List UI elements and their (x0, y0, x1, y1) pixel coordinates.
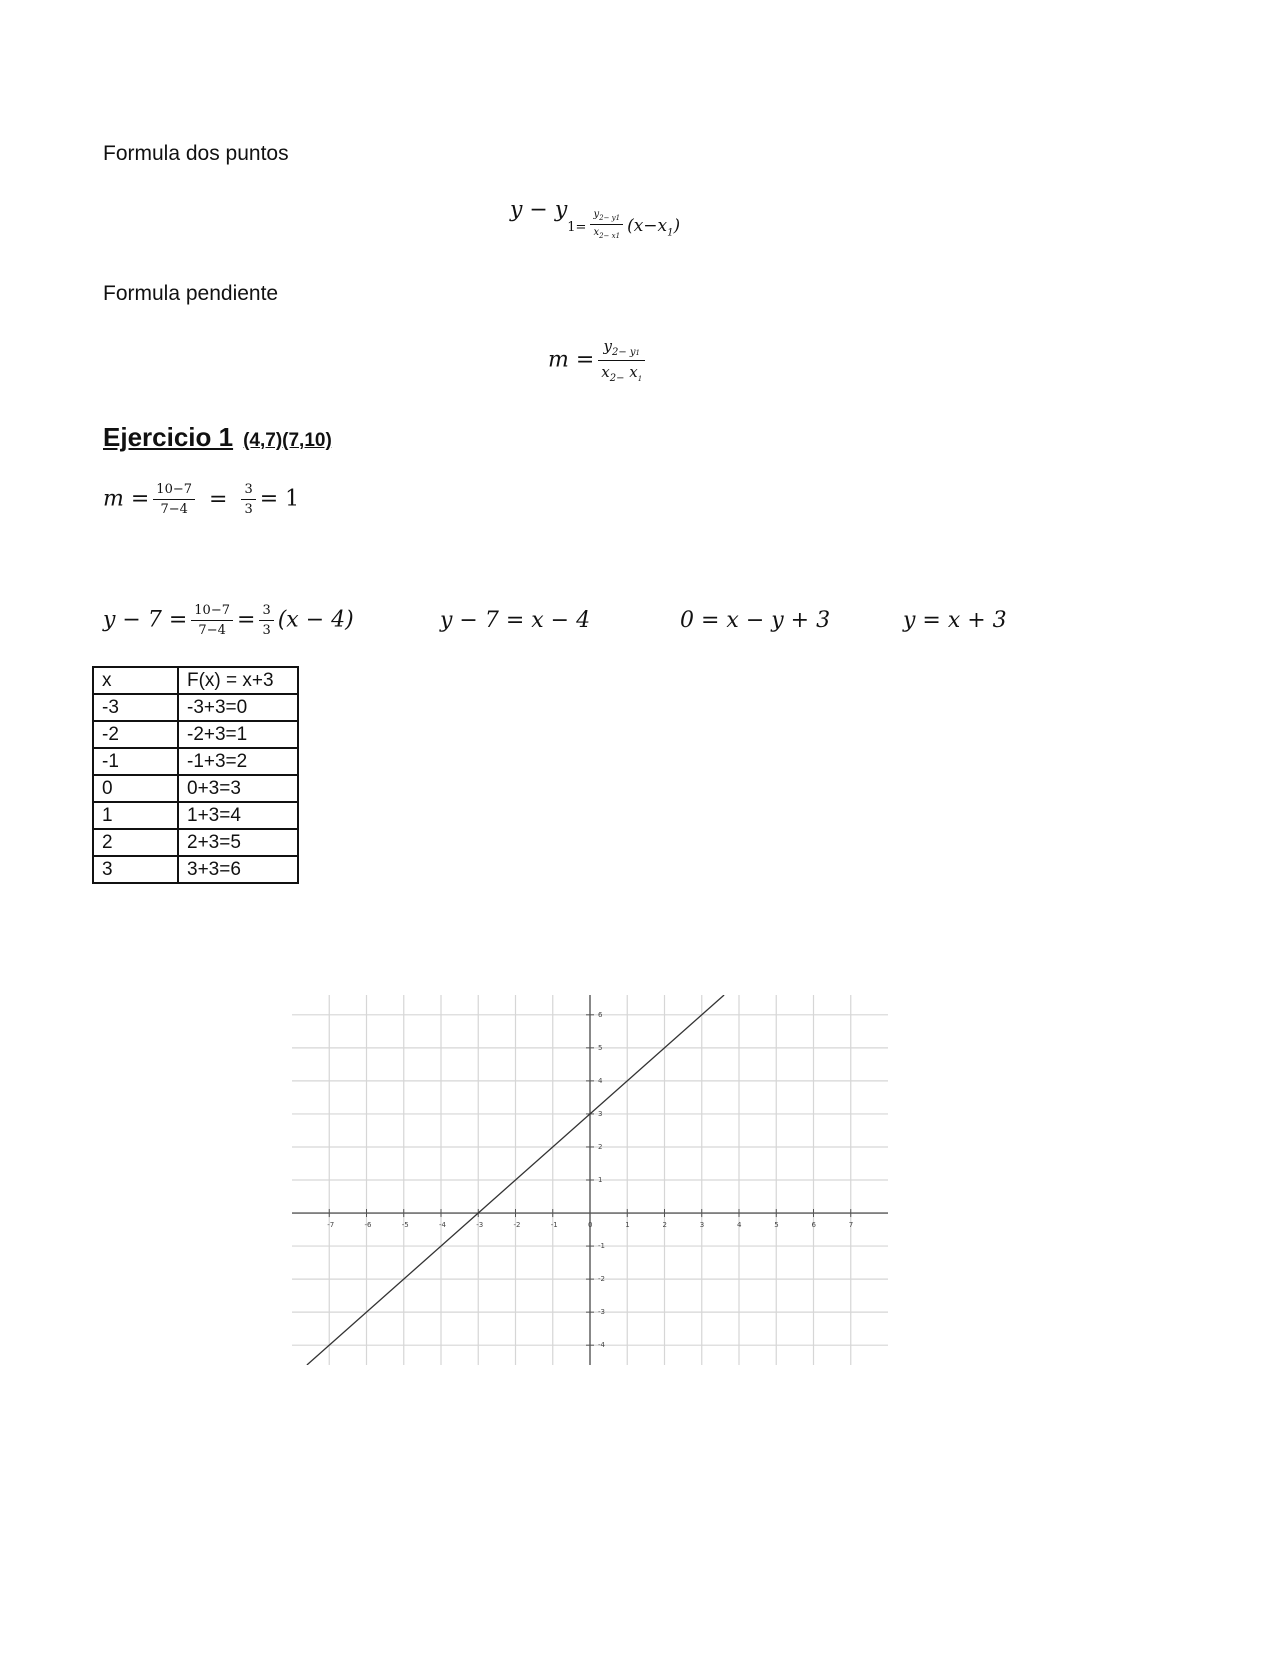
y-tick-label: 6 (598, 1010, 603, 1019)
exercise-heading (103, 422, 332, 453)
slope-den-sub2: 1 (637, 375, 643, 383)
table-cell-x: -1 (93, 748, 178, 775)
slope-calc-eq: = (209, 486, 228, 512)
table-row (93, 829, 298, 856)
frac-num-sub: 2− y (599, 214, 616, 222)
frac-num: y (593, 209, 600, 220)
table-cell-x: 3 (93, 856, 178, 883)
section-title-slope: Formula pendiente (103, 282, 279, 305)
values-table (92, 666, 299, 884)
exercise-title: Ejercicio 1 (103, 422, 234, 452)
x-tick-label: -3 (476, 1221, 484, 1230)
frac-den-sub: 2− x (599, 232, 616, 240)
slope-calc-frac1-num: 10−7 (153, 482, 195, 500)
slope-num: y (603, 337, 612, 355)
x-tick-label: 3 (699, 1221, 705, 1230)
formula-two-points (510, 195, 681, 240)
table-cell-x: 1 (93, 802, 178, 829)
x-tick-label: -4 (439, 1221, 446, 1230)
eq1-frac1-den: 7−4 (198, 623, 226, 638)
y-tick-label: 1 (598, 1176, 603, 1184)
table-cell-x: -2 (93, 721, 178, 748)
formula-two-points-fraction (590, 209, 623, 240)
slope-num-sub: 2− y (611, 347, 636, 358)
formula-slope-lhs: m = (548, 347, 595, 373)
y-tick-label: 3 (598, 1109, 603, 1118)
table-cell-fx: 3+3=6 (178, 856, 298, 883)
x-tick-label: -5 (401, 1221, 409, 1230)
eq1-frac1 (191, 603, 233, 638)
slope-calc-frac2-num: 3 (241, 482, 255, 500)
table-cell-fx: -2+3=1 (178, 721, 298, 748)
eq1-frac2-den: 3 (262, 623, 271, 638)
table-row (93, 748, 298, 775)
table-row (93, 856, 298, 883)
y-tick-label: -2 (598, 1275, 605, 1284)
equation-slope-intercept: y = x + 3 (903, 608, 1007, 633)
frac-num-sub2: 1 (615, 214, 621, 222)
x-tick-label: 0 (588, 1221, 593, 1230)
y-tick-label: -3 (598, 1308, 605, 1317)
x-tick-label: 4 (737, 1221, 742, 1230)
formula-two-points-lhs: y − y (510, 197, 568, 223)
frac-den-sub2: 1 (615, 232, 621, 240)
slope-den-mid: x (624, 363, 638, 381)
x-tick-label: -6 (364, 1221, 372, 1230)
eq1-frac2 (259, 603, 273, 638)
table-cell-fx: 0+3=3 (178, 775, 298, 802)
slope-calc-frac2 (241, 482, 255, 517)
formula-two-points-rhs: (x−x (627, 215, 668, 236)
formula-two-points-rhs-sub: 1 (667, 226, 674, 238)
exercise-points: (4,7)(7,10) (243, 430, 332, 451)
x-tick-label: 5 (774, 1221, 779, 1230)
x-tick-label: 1 (625, 1221, 630, 1230)
slope-num-sub2: 1 (635, 349, 641, 357)
x-tick-label: -7 (327, 1221, 335, 1230)
table-cell-x: 2 (93, 829, 178, 856)
y-tick-label: 2 (598, 1142, 603, 1151)
eq1-eq: = (237, 607, 256, 633)
slope-den-sub: 2− (609, 373, 625, 384)
table-cell-x: 0 (93, 775, 178, 802)
table-row (93, 694, 298, 721)
eq1-frac2-num: 3 (259, 603, 273, 621)
x-tick-label: -2 (513, 1221, 521, 1230)
table-row (93, 802, 298, 829)
equation-general-form: 0 = x − y + 3 (680, 608, 831, 633)
table-row (93, 775, 298, 802)
x-tick-label: 2 (662, 1221, 667, 1230)
table-header-row (93, 667, 298, 694)
y-tick-label: -1 (598, 1242, 605, 1251)
formula-two-points-sub: 1= (567, 219, 587, 235)
frac-den: x (593, 227, 600, 238)
formula-two-points-rhs-close: ) (673, 215, 681, 236)
formula-slope-fraction (598, 337, 645, 384)
table-cell-fx: -1+3=2 (178, 748, 298, 775)
slope-calculation (103, 482, 299, 517)
table-header-fx: F(x) = x+3 (178, 667, 298, 694)
table-cell-fx: -3+3=0 (178, 694, 298, 721)
slope-calc-frac1 (153, 482, 195, 517)
slope-calc-frac2-den: 3 (244, 502, 253, 517)
y-tick-label: -4 (598, 1341, 605, 1350)
equation-point-slope (103, 603, 354, 638)
eq1-rhs: (x − 4) (277, 607, 354, 633)
slope-calc-result: = 1 (259, 486, 300, 512)
section-title-two-points: Formula dos puntos (103, 142, 289, 165)
x-tick-label: 7 (848, 1221, 854, 1230)
slope-calc-lhs: m = (103, 486, 150, 512)
table-row (93, 721, 298, 748)
eq1-frac1-num: 10−7 (191, 603, 233, 621)
x-tick-label: 6 (811, 1221, 816, 1230)
line-graph (292, 995, 888, 1365)
table-cell-x: -3 (93, 694, 178, 721)
slope-calc-frac1-den: 7−4 (160, 502, 188, 517)
equation-simplified: y − 7 = x − 4 (440, 608, 591, 633)
y-tick-label: 5 (598, 1043, 603, 1052)
eq1-lhs: y − 7 = (103, 607, 188, 633)
table-header-x: x (93, 667, 178, 694)
slope-den: x (601, 363, 610, 381)
table-cell-fx: 1+3=4 (178, 802, 298, 829)
x-tick-label: -1 (550, 1221, 558, 1230)
table-cell-fx: 2+3=5 (178, 829, 298, 856)
y-tick-label: 4 (598, 1076, 603, 1085)
formula-slope (548, 337, 649, 384)
